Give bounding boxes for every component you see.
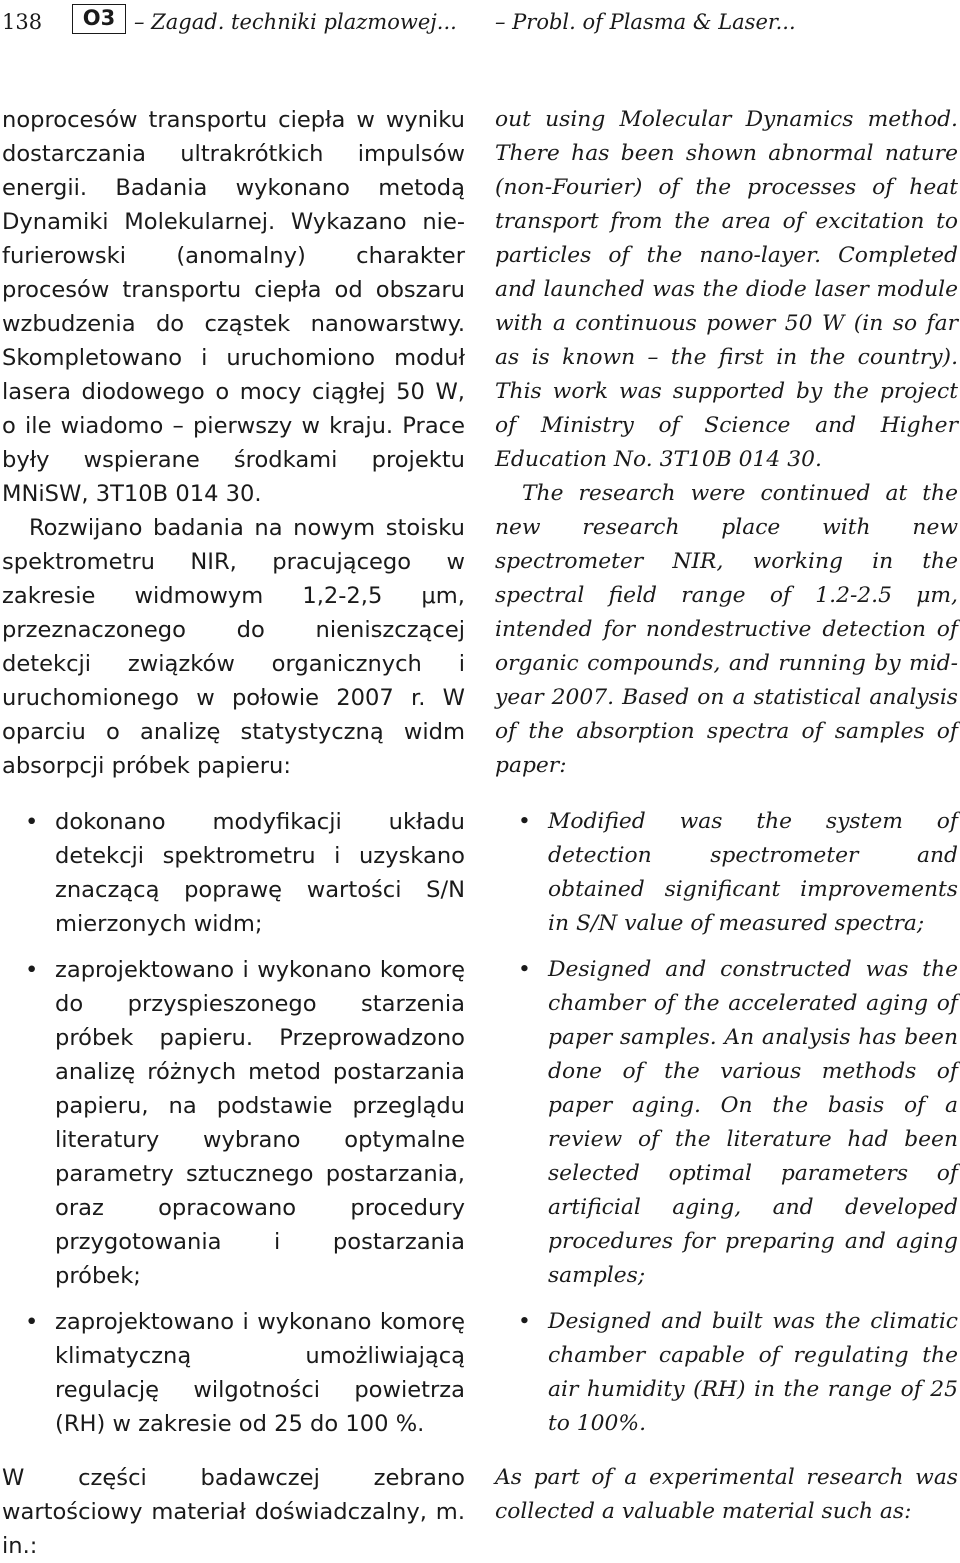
en-bullet-list xyxy=(495,805,958,1441)
list-item: • Designed and constructed was the chamber of the accelerated aging of paper samples. An analysis has been done of the various methods of paper aging. On the basis of a review of the literature had been selected optimal parameters of artificial aging, and developed procedures for preparing and aging samples; xyxy=(495,953,958,1293)
en-paragraph-2: The research were continued at the new research place with new spectrometer NIR, working in the spectral field range of 1.2-2.5 μm, intended for nondestructive detection of organic compounds, and running by mid-year 2007. Based on a statistical analysis of the absorption spectra of samples of paper: xyxy=(495,481,958,778)
pl-paragraph-2: Rozwijano badania na nowym stoisku spektrometru NIR, pracującego w zakresie widmowym 1,2-2,5 μm, przeznaczonego do nieniszczącej detekcji związków organicznych i uruchomionego w połowie 2007 r. W oparciu o analizę statystyczną widm absorpcji próbek papieru: xyxy=(2,515,465,779)
section-code-box: O3 xyxy=(72,4,126,34)
list-item: • zaprojektowano i wykonano komorę klimatyczną umożliwiającą regulację wilgotności powietrza (RH) w zakresie od 25 do 100 %. xyxy=(2,1305,465,1441)
page-number: 138 xyxy=(2,10,43,34)
pl-paragraph-1: noprocesów transportu ciepła w wyniku dostarczania ultrakrótkich impulsów energii. Badania wykonano metodą Dynamiki Molekularnej. Wykazano nie-furierowski (anomalny) charakter procesów transportu ciepła od obszaru wzbudzenia do cząstek nanowarstwy. Skompletowano i uruchomiono moduł lasera diodowego o mocy ciągłej 50 W, o ile wiadomo – pierwszy w kraju. Prace były wspierane środkami projektu MNiSW, 3T10B 014 30. xyxy=(2,107,465,507)
polish-column xyxy=(2,103,465,1563)
bullet-icon: • xyxy=(25,809,39,835)
pl-bullet-list xyxy=(2,805,465,1441)
bullet-icon: • xyxy=(25,1309,39,1335)
bullet-icon: • xyxy=(518,809,531,834)
running-header xyxy=(0,0,960,48)
list-item: • Designed and built was the climatic chamber capable of regulating the air humidity (RH) in the range of 25 to 100%. xyxy=(495,1305,958,1441)
list-item: • zaprojektowano i wykonano komorę do przyspieszonego starzenia próbek papieru. Przeprowadzono analizę różnych metod postarzania papieru, na podstawie przeglądu literatury wybrano optymalne parametry sztucznego postarzania, oraz opracowano procedury przygotowania i postarzania próbek; xyxy=(2,953,465,1293)
list-item: • dokonano modyfikacji układu detekcji spektrometru i uzyskano znaczącą poprawę wartości S/N mierzonych widm; xyxy=(2,805,465,941)
pl-paragraph-3: W części badawczej zebrano wartościowy materiał doświadczalny, m. in.: xyxy=(2,1465,465,1559)
header-title-english: – Probl. of Plasma & Laser... xyxy=(495,10,796,34)
bullet-icon: • xyxy=(518,1309,531,1334)
bullet-icon: • xyxy=(518,957,531,982)
en-paragraph-1: out using Molecular Dynamics method. There has been shown abnormal nature (non-Fourier) of the processes of heat transport from the area of excitation to particles of the nano-layer. Completed and launched was the diode laser module with a continuous power 50 W (in so far as is known – the first in the country). This work was supported by the project of Ministry of Science and Higher Education No. 3T10B 014 30. xyxy=(495,107,958,472)
bullet-icon: • xyxy=(25,957,39,983)
list-item: • Modified was the system of detection spectrometer and obtained significant improvements in S/N value of measured spectra; xyxy=(495,805,958,941)
english-column xyxy=(495,103,958,1529)
en-paragraph-3: As part of a experimental research was collected a valuable material such as: xyxy=(495,1465,958,1524)
header-title-polish: – Zagad. techniki plazmowej... xyxy=(134,10,457,34)
